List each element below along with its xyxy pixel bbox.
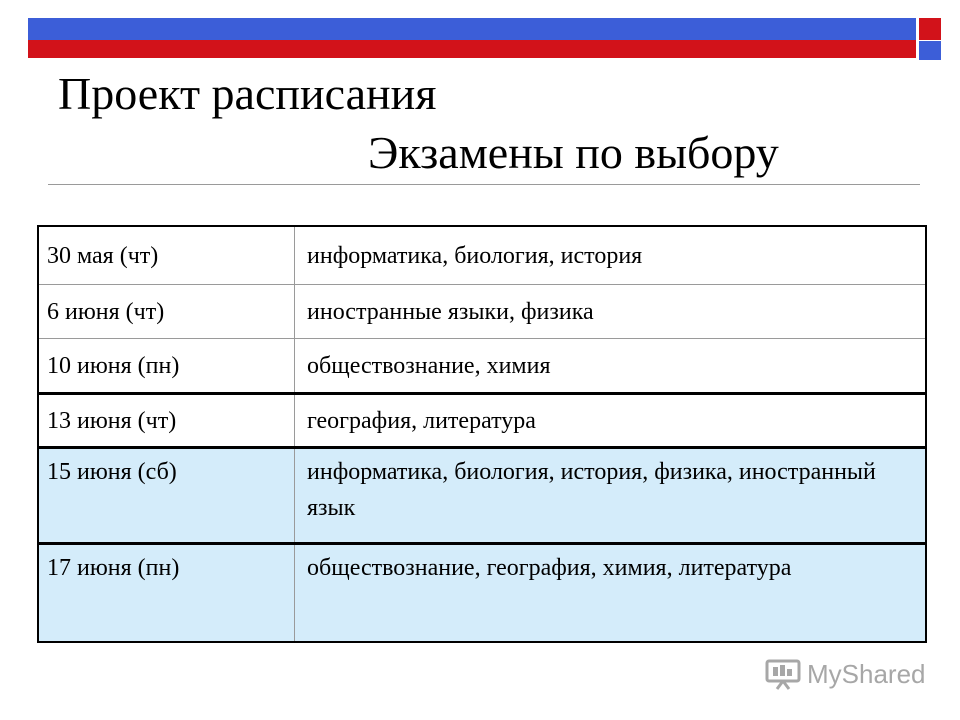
slide-title: Проект расписания [58, 68, 437, 119]
exam-schedule-table [37, 225, 927, 643]
table-row [39, 285, 925, 339]
table-row [39, 227, 925, 285]
exam-date: 15 июня (сб) [39, 449, 295, 542]
exam-date: 6 июня (чт) [39, 285, 295, 338]
exam-subjects: информатика, биология, история [307, 242, 643, 269]
exam-date: 10 июня (пн) [39, 339, 295, 392]
title-divider [48, 184, 920, 185]
watermark [765, 658, 926, 690]
table-row [39, 339, 925, 395]
exam-subjects: иностранные языки, физика [307, 298, 594, 325]
table-row [39, 449, 925, 545]
exam-date: 13 июня (чт) [39, 395, 295, 446]
header-bar-blue [28, 18, 916, 40]
exam-subjects: обществознание, география, химия, литература [307, 555, 792, 581]
header-bar-red [28, 40, 916, 58]
corner-square-blue [919, 41, 941, 60]
watermark-text: MyShared [807, 658, 926, 689]
exam-subjects: обществознание, химия [307, 352, 551, 379]
exam-subjects: информатика, биология, история, физика, иностранный язык [307, 459, 876, 521]
slide-subtitle: Экзамены по выбору [368, 127, 779, 178]
exam-subjects: география, литература [307, 407, 536, 434]
table-row [39, 545, 925, 641]
table-row [39, 395, 925, 449]
corner-square-red [919, 18, 941, 40]
exam-date: 30 мая (чт) [39, 227, 295, 284]
exam-date: 17 июня (пн) [39, 545, 295, 641]
presentation-board-icon [765, 658, 801, 690]
